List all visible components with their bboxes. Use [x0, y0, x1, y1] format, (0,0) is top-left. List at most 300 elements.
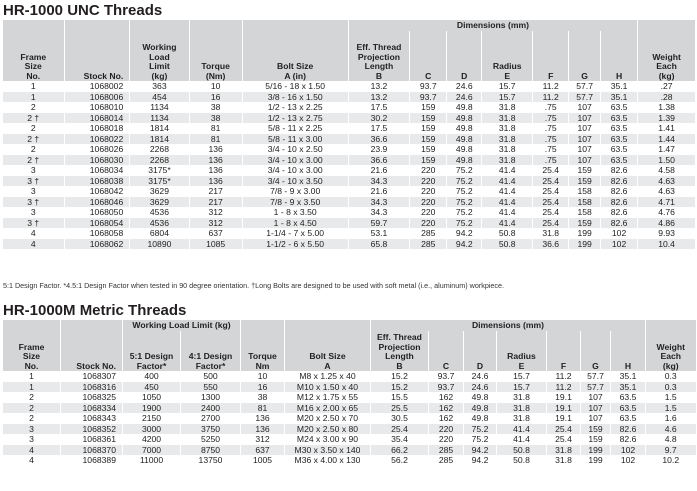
- table-cell: 82.6: [611, 434, 646, 445]
- table-cell: 94.2: [447, 228, 482, 239]
- table-cell: 3 †: [3, 197, 65, 208]
- table-cell: 19.1: [547, 413, 581, 424]
- header-line: Projection: [378, 341, 421, 352]
- table-cell: .75: [533, 155, 569, 166]
- col-f: F: [533, 31, 569, 81]
- table-cell: 25.4: [371, 424, 429, 435]
- col-frame-size: [3, 20, 65, 81]
- table-cell: 220: [410, 186, 447, 197]
- table-cell: 15.7: [497, 382, 547, 393]
- table-cell: 25.4: [533, 165, 569, 176]
- table-cell: 1068334: [61, 403, 123, 414]
- table-row: [3, 113, 696, 124]
- table-cell: 2: [3, 392, 61, 403]
- table-cell: 56.2: [371, 455, 429, 466]
- table-cell: 7/8 - 9 x 3.50: [242, 197, 348, 208]
- table-cell: 107: [581, 403, 611, 414]
- header-line: Stock No.: [83, 70, 124, 81]
- table-cell: 199: [581, 445, 611, 456]
- table-cell: 1.5: [646, 392, 696, 403]
- table-cell: 3/4 - 10 x 3.00: [242, 165, 348, 176]
- table-row: [3, 207, 696, 218]
- table-cell: 2: [3, 403, 61, 414]
- table-cell: 1 - 8 x 4.50: [242, 218, 348, 229]
- table-cell: 13.2: [348, 92, 410, 103]
- table-cell: 24.6: [464, 371, 497, 382]
- table-cell: 159: [410, 134, 447, 145]
- table-cell: 1-1/4 - 7 x 5.00: [242, 228, 348, 239]
- table-cell: 107: [581, 392, 611, 403]
- table-cell: 102: [611, 455, 646, 466]
- table-cell: 93.7: [410, 81, 447, 92]
- table-cell: 50.8: [497, 455, 547, 466]
- table-cell: 637: [189, 228, 242, 239]
- table-cell: 285: [410, 228, 447, 239]
- col-weight: [646, 320, 696, 371]
- table-cell: 21.6: [348, 165, 410, 176]
- table-cell: 75.2: [447, 176, 482, 187]
- table-cell: 2: [3, 413, 61, 424]
- table-cell: 30.5: [371, 413, 429, 424]
- table-cell: 31.8: [547, 445, 581, 456]
- table-cell: 36.6: [533, 239, 569, 250]
- table-cell: 81: [189, 123, 242, 134]
- col-radius: [482, 31, 533, 81]
- table-cell: 159: [410, 155, 447, 166]
- table-cell: 41.4: [482, 186, 533, 197]
- table-cell: 312: [189, 218, 242, 229]
- table-cell: 3000: [123, 424, 181, 435]
- table-cell: 1068014: [64, 113, 130, 124]
- table-cell: 1068006: [64, 92, 130, 103]
- header-line: Factor*: [136, 360, 167, 371]
- table-cell: 4.8: [646, 434, 696, 445]
- header-line: Size: [22, 351, 41, 361]
- table-cell: 107: [581, 413, 611, 424]
- table-cell: 159: [569, 165, 601, 176]
- table-cell: 220: [429, 434, 464, 445]
- header-line: Eff. Thread: [356, 42, 402, 52]
- table-cell: 75.2: [464, 434, 497, 445]
- table-cell: 3: [3, 207, 65, 218]
- table-cell: 94.2: [464, 445, 497, 456]
- table-cell: 1-1/2 - 6 x 5.50: [242, 239, 348, 250]
- table-cell: 9.7: [646, 445, 696, 456]
- col-eff-thread: [348, 31, 410, 81]
- table-cell: 312: [189, 207, 242, 218]
- table-cell: 3175*: [130, 176, 189, 187]
- table-cell: 16: [189, 92, 242, 103]
- table-cell: 1068050: [64, 207, 130, 218]
- header-line: (kg): [151, 70, 168, 81]
- table-cell: 35.4: [371, 434, 429, 445]
- header-line: No.: [24, 360, 39, 371]
- col-h: H: [611, 331, 646, 371]
- table-cell: 59.7: [348, 218, 410, 229]
- table-cell: 82.6: [601, 186, 638, 197]
- col-wll-5-1: [123, 331, 181, 371]
- table-cell: 63.5: [601, 134, 638, 145]
- table-row: [3, 197, 696, 208]
- table-row: [3, 176, 696, 187]
- table-cell: 1: [3, 81, 65, 92]
- header-line: Radius: [507, 351, 536, 361]
- table-cell: 4.63: [638, 176, 695, 187]
- table-cell: 159: [410, 102, 447, 113]
- table-cell: .75: [533, 134, 569, 145]
- table-cell: 63.5: [601, 113, 638, 124]
- table-cell: 400: [123, 371, 181, 382]
- table-row: [3, 413, 696, 424]
- table-cell: 159: [410, 123, 447, 134]
- table-cell: 30.2: [348, 113, 410, 124]
- header-line: 4:1 Design: [188, 351, 233, 361]
- table-cell: 363: [130, 81, 189, 92]
- table-cell: 220: [410, 165, 447, 176]
- table-cell: 41.4: [482, 165, 533, 176]
- header-line: Each: [656, 61, 677, 71]
- table-cell: 159: [410, 144, 447, 155]
- table-cell: 1068046: [64, 197, 130, 208]
- table-cell: .28: [638, 92, 695, 103]
- table-cell: 15.7: [482, 92, 533, 103]
- table-cell: 158: [569, 197, 601, 208]
- table-row: [3, 371, 696, 382]
- table-cell: 3/8 - 16 x 1.50: [242, 92, 348, 103]
- table-cell: 31.8: [497, 403, 547, 414]
- table-cell: 500: [181, 371, 241, 382]
- table-cell: 220: [410, 176, 447, 187]
- table-cell: 31.8: [482, 123, 533, 134]
- table-cell: 0.3: [646, 382, 696, 393]
- table-cell: 23.9: [348, 144, 410, 155]
- table-cell: 102: [611, 445, 646, 456]
- header-line: Limit: [149, 61, 170, 71]
- unc-table-body: [3, 81, 696, 249]
- table-cell: .75: [533, 144, 569, 155]
- table-cell: 63.5: [601, 123, 638, 134]
- table-cell: 19.1: [547, 392, 581, 403]
- table-row: [3, 434, 696, 445]
- table-cell: 13.2: [348, 81, 410, 92]
- table-cell: 10.4: [638, 239, 695, 250]
- table-cell: 4: [3, 228, 65, 239]
- table-cell: 5/8 - 11 x 2.25: [242, 123, 348, 134]
- table-cell: 34.3: [348, 207, 410, 218]
- header-line: B: [375, 70, 383, 81]
- table-row: [3, 382, 696, 393]
- table-cell: 1134: [130, 102, 189, 113]
- table-cell: 107: [569, 134, 601, 145]
- table-cell: 31.8: [482, 134, 533, 145]
- table-cell: 3/4 - 10 x 2.50: [242, 144, 348, 155]
- table-cell: 4.58: [638, 165, 695, 176]
- table-cell: 1 - 8 x 3.50: [242, 207, 348, 218]
- table-cell: 4.63: [638, 186, 695, 197]
- col-g: G: [581, 331, 611, 371]
- table-cell: 1068054: [64, 218, 130, 229]
- header-line: Length: [385, 351, 414, 361]
- table-cell: 50.8: [497, 445, 547, 456]
- table-cell: 25.4: [533, 197, 569, 208]
- table-cell: 1.44: [638, 134, 695, 145]
- table-cell: 15.5: [371, 392, 429, 403]
- table-cell: 159: [410, 113, 447, 124]
- unc-threads-table: [2, 20, 695, 249]
- table-cell: 7000: [123, 445, 181, 456]
- table-cell: 11.2: [547, 382, 581, 393]
- table-cell: 11000: [123, 455, 181, 466]
- table-cell: 31.8: [482, 102, 533, 113]
- table-cell: 1068361: [61, 434, 123, 445]
- table-cell: 1134: [130, 113, 189, 124]
- table-row: [3, 123, 696, 134]
- table-cell: 3175*: [130, 165, 189, 176]
- table-row: [3, 218, 696, 229]
- table-cell: 2: [3, 123, 65, 134]
- table-cell: 199: [581, 455, 611, 466]
- table-cell: 35.1: [611, 371, 646, 382]
- table-cell: 162: [429, 413, 464, 424]
- table-cell: 25.4: [533, 218, 569, 229]
- col-wll: [130, 20, 189, 81]
- table-row: [3, 403, 696, 414]
- col-h: H: [601, 31, 638, 81]
- table-cell: 1068062: [64, 239, 130, 250]
- table-cell: 75.2: [447, 186, 482, 197]
- table-cell: 34.3: [348, 176, 410, 187]
- table-cell: 75.2: [447, 207, 482, 218]
- header-line: Factor*: [195, 360, 226, 371]
- col-bolt-size: [285, 320, 371, 371]
- table-cell: 1050: [123, 392, 181, 403]
- table-cell: 24.6: [464, 382, 497, 393]
- header-line: Size: [24, 61, 42, 71]
- table-cell: 4200: [123, 434, 181, 445]
- table-cell: 11.2: [533, 92, 569, 103]
- table-cell: 17.5: [348, 123, 410, 134]
- table-cell: 162: [429, 392, 464, 403]
- wll-group-header: Working Load Limit (kg): [123, 320, 241, 331]
- table-cell: M8 x 1.25 x 40: [285, 371, 371, 382]
- table-cell: 49.8: [447, 102, 482, 113]
- table-cell: 107: [569, 123, 601, 134]
- table-cell: 57.7: [581, 382, 611, 393]
- table-cell: 5250: [181, 434, 241, 445]
- table-cell: 107: [569, 155, 601, 166]
- metric-table-title: HR-1000M Metric Threads: [3, 302, 187, 319]
- table-row: [3, 239, 696, 250]
- table-cell: 1300: [181, 392, 241, 403]
- table-cell: 3/4 - 10 x 3.50: [242, 176, 348, 187]
- table-cell: 24.6: [447, 81, 482, 92]
- table-cell: 1814: [130, 123, 189, 134]
- table-row: [3, 81, 696, 92]
- table-cell: 217: [189, 197, 242, 208]
- table-cell: 2150: [123, 413, 181, 424]
- table-cell: 1068002: [64, 81, 130, 92]
- table-cell: 199: [569, 239, 601, 250]
- table-cell: 66.2: [371, 445, 429, 456]
- table-cell: 31.8: [482, 113, 533, 124]
- table-cell: .75: [533, 113, 569, 124]
- header-line: Eff. Thread: [377, 332, 422, 342]
- table-cell: 53.1: [348, 228, 410, 239]
- table-cell: 50.8: [482, 239, 533, 250]
- table-cell: 3 †: [3, 218, 65, 229]
- dimensions-group-header: Dimensions (mm): [371, 320, 646, 331]
- table-cell: 220: [410, 207, 447, 218]
- table-cell: 4: [3, 239, 65, 250]
- header-line: Radius: [492, 61, 522, 71]
- table-cell: 10: [241, 371, 285, 382]
- table-cell: 2: [3, 144, 65, 155]
- table-cell: 93.7: [429, 371, 464, 382]
- table-cell: .27: [638, 81, 695, 92]
- header-line: Frame: [18, 341, 45, 352]
- metric-threads-table: [2, 320, 696, 466]
- header-line: Load: [149, 51, 170, 62]
- table-cell: 102: [601, 239, 638, 250]
- table-cell: 81: [189, 134, 242, 145]
- col-eff-thread: [371, 331, 429, 371]
- table-cell: 57.7: [569, 81, 601, 92]
- header-line: A: [324, 360, 331, 371]
- header-line: E: [504, 70, 511, 81]
- table-cell: 4.71: [638, 197, 695, 208]
- table-cell: 10: [189, 81, 242, 92]
- table-cell: 1.39: [638, 113, 695, 124]
- table-cell: 1068022: [64, 134, 130, 145]
- table-cell: 4: [3, 445, 61, 456]
- col-wll-4-1: [181, 331, 241, 371]
- table-cell: 10.2: [646, 455, 696, 466]
- table-cell: M36 x 4.00 x 130: [285, 455, 371, 466]
- table-cell: 35.1: [601, 81, 638, 92]
- table-cell: 6804: [130, 228, 189, 239]
- col-d: D: [464, 331, 497, 371]
- table-cell: 41.4: [497, 424, 547, 435]
- table-cell: 5/8 - 11 x 3.00: [242, 134, 348, 145]
- table-cell: 1068343: [61, 413, 123, 424]
- table-cell: 4.76: [638, 207, 695, 218]
- table-cell: 3 †: [3, 176, 65, 187]
- table-cell: 25.4: [533, 186, 569, 197]
- table-cell: 63.5: [601, 144, 638, 155]
- col-frame-size: [3, 320, 61, 371]
- table-cell: 11.2: [533, 81, 569, 92]
- header-line: (Nm): [205, 70, 226, 81]
- table-row: [3, 165, 696, 176]
- table-cell: 107: [569, 113, 601, 124]
- table-cell: 15.2: [371, 371, 429, 382]
- table-cell: 34.3: [348, 197, 410, 208]
- header-line: Each: [660, 351, 682, 361]
- table-cell: .75: [533, 123, 569, 134]
- table-cell: 24.6: [447, 92, 482, 103]
- header-line: Weight: [656, 341, 685, 352]
- header-line: A (in): [284, 70, 306, 81]
- table-row: [3, 455, 696, 466]
- table-cell: M30 x 3.50 x 140: [285, 445, 371, 456]
- table-cell: 49.8: [464, 392, 497, 403]
- table-cell: 41.4: [482, 176, 533, 187]
- table-cell: 4536: [130, 218, 189, 229]
- table-row: [3, 144, 696, 155]
- header-line: Bolt Size: [277, 61, 314, 71]
- table-cell: 63.5: [611, 392, 646, 403]
- table-cell: 41.4: [482, 207, 533, 218]
- table-cell: 25.4: [533, 176, 569, 187]
- table-cell: 159: [569, 218, 601, 229]
- table-cell: 38: [189, 113, 242, 124]
- table-cell: 1068352: [61, 424, 123, 435]
- table-cell: 199: [569, 228, 601, 239]
- table-cell: 38: [241, 392, 285, 403]
- table-cell: 75.2: [464, 424, 497, 435]
- table-cell: 49.8: [464, 403, 497, 414]
- table-cell: 49.8: [447, 123, 482, 134]
- table-cell: 107: [569, 102, 601, 113]
- header-line: Frame: [20, 51, 47, 62]
- table-cell: 1.6: [646, 413, 696, 424]
- table-cell: 93.7: [410, 92, 447, 103]
- table-cell: 94.2: [464, 455, 497, 466]
- table-cell: 82.6: [611, 424, 646, 435]
- header-line: Bolt Size: [309, 351, 346, 361]
- header-line: No.: [26, 70, 41, 81]
- table-cell: 31.8: [482, 144, 533, 155]
- table-cell: 1068389: [61, 455, 123, 466]
- table-cell: 82.6: [601, 176, 638, 187]
- table-cell: 1/2 - 13 x 2.25: [242, 102, 348, 113]
- table-cell: 9.93: [638, 228, 695, 239]
- table-cell: 1.47: [638, 144, 695, 155]
- table-cell: .75: [533, 102, 569, 113]
- col-stock-no: [64, 20, 130, 81]
- table-cell: 25.5: [371, 403, 429, 414]
- table-cell: 1.5: [646, 403, 696, 414]
- table-cell: 136: [189, 155, 242, 166]
- header-line: (kg): [662, 360, 679, 371]
- table-cell: 82.6: [601, 197, 638, 208]
- table-cell: M20 x 2.50 x 70: [285, 413, 371, 424]
- table-cell: 3: [3, 424, 61, 435]
- table-cell: 31.8: [497, 392, 547, 403]
- table-cell: 38: [189, 102, 242, 113]
- table-cell: 49.8: [464, 413, 497, 424]
- table-cell: 1068010: [64, 102, 130, 113]
- table-cell: 41.4: [497, 434, 547, 445]
- table-row: [3, 228, 696, 239]
- table-cell: 1814: [130, 134, 189, 145]
- table-cell: 63.5: [611, 413, 646, 424]
- col-stock-no: [61, 320, 123, 371]
- table-cell: 3629: [130, 186, 189, 197]
- table-cell: 8750: [181, 445, 241, 456]
- header-line: B: [396, 360, 403, 371]
- table-cell: 102: [601, 228, 638, 239]
- table-cell: 5/16 - 18 x 1.50: [242, 81, 348, 92]
- metric-table-body: [3, 371, 696, 466]
- table-cell: 35.1: [601, 92, 638, 103]
- table-cell: 75.2: [447, 165, 482, 176]
- table-cell: 162: [429, 403, 464, 414]
- table-cell: 41.4: [482, 218, 533, 229]
- table-cell: 57.7: [569, 92, 601, 103]
- table-cell: 454: [130, 92, 189, 103]
- table-cell: 3/4 - 10 x 3.00: [242, 155, 348, 166]
